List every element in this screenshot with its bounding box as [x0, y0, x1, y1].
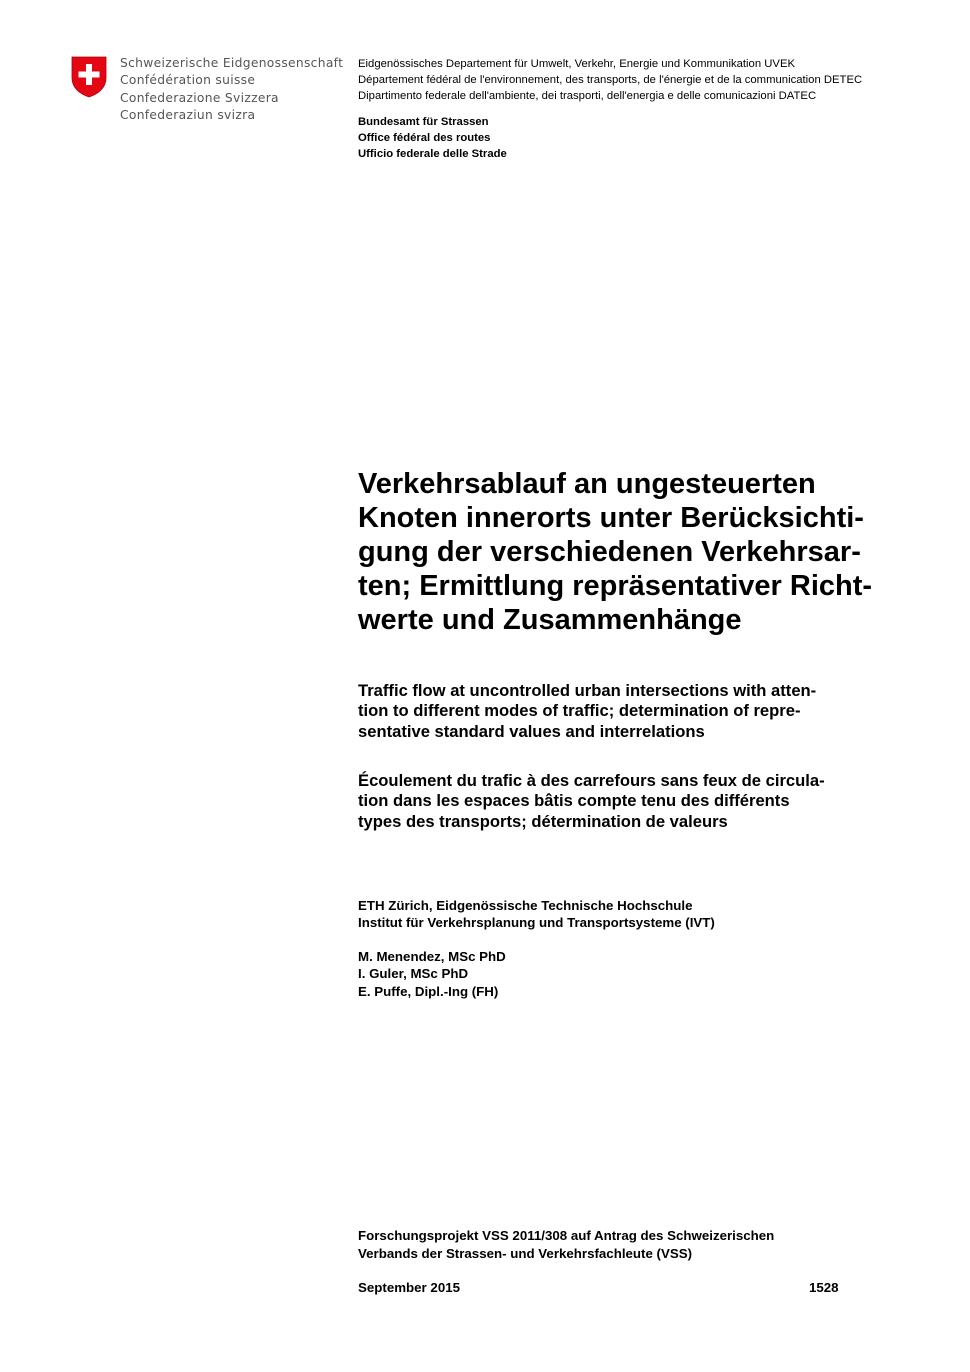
project-block — [358, 1227, 774, 1262]
institution-line: Institut für Verkehrsplanung und Transportsysteme (IVT) — [358, 915, 715, 930]
title-en-line: Traffic flow at uncontrolled urban intersections with atten- — [358, 681, 817, 700]
title-de-line: ten; Ermittlung repräsentativer Richt- — [358, 570, 873, 602]
institution-block — [358, 897, 715, 931]
project-line: Forschungsprojekt VSS 2011/308 auf Antrag des Schweizerischen — [358, 1228, 775, 1243]
authors-block — [358, 948, 506, 1000]
institution-line: ETH Zürich, Eidgenössische Technische Hochschule — [358, 898, 693, 913]
department-line-it: Dipartimento federale dell'ambiente, dei trasporti, dell'energia e delle comunicazioni DATEC — [358, 90, 817, 103]
swiss-coat-of-arms-icon — [71, 56, 107, 98]
title-fr-line: tion dans les espaces bâtis compte tenu des différents — [358, 791, 790, 811]
title-french — [358, 771, 825, 832]
title-english — [358, 681, 816, 742]
title-fr-line: Écoulement du trafic à des carrefours sans feux de circula- — [358, 771, 825, 790]
title-en-line: sentative standard values and interrelations — [358, 721, 705, 741]
office-line-de: Bundesamt für Strassen — [358, 116, 489, 128]
project-line: Verbands der Strassen- und Verkehrsfachleute (VSS) — [358, 1245, 693, 1261]
author-name: M. Menendez, MSc PhD — [358, 949, 506, 964]
department-line-de: Eidgenössisches Departement für Umwelt, Verkehr, Energie und Kommunikation UVEK — [358, 58, 796, 70]
confederation-name-fr: Confédération suisse — [120, 73, 256, 88]
confederation-name-rm: Confederaziun svizra — [120, 107, 256, 122]
author-name: E. Puffe, Dipl.-Ing (FH) — [358, 983, 499, 999]
confederation-name-de: Schweizerische Eidgenossenschaft — [120, 56, 344, 70]
author-name: I. Guler, MSc PhD — [358, 966, 469, 982]
title-de-line: werte und Zusammenhänge — [358, 604, 742, 636]
confederation-name-it: Confederazione Svizzera — [120, 90, 279, 105]
publication-date: September 2015 — [358, 1280, 460, 1295]
department-line-fr: Département fédéral de l'environnement, des transports, de l'énergie et de la communication DETEC — [358, 74, 863, 87]
title-en-line: tion to different modes of traffic; determination of repre- — [358, 701, 801, 721]
title-fr-line: types des transports; détermination de valeurs — [358, 811, 728, 831]
title-de-line: gung der verschiedenen Verkehrsar- — [358, 536, 861, 568]
title-de-line: Verkehrsablauf an ungesteuerten — [358, 468, 816, 500]
confederation-names — [120, 55, 343, 124]
office-line-it: Ufficio federale delle Strade — [358, 148, 507, 161]
title-de-line: Knoten innerorts unter Berücksichti- — [358, 502, 864, 534]
department-block — [358, 56, 862, 105]
office-line-fr: Office fédéral des routes — [358, 132, 491, 145]
title-german — [358, 467, 918, 637]
report-number: 1528 — [809, 1280, 839, 1295]
office-block — [358, 114, 507, 163]
